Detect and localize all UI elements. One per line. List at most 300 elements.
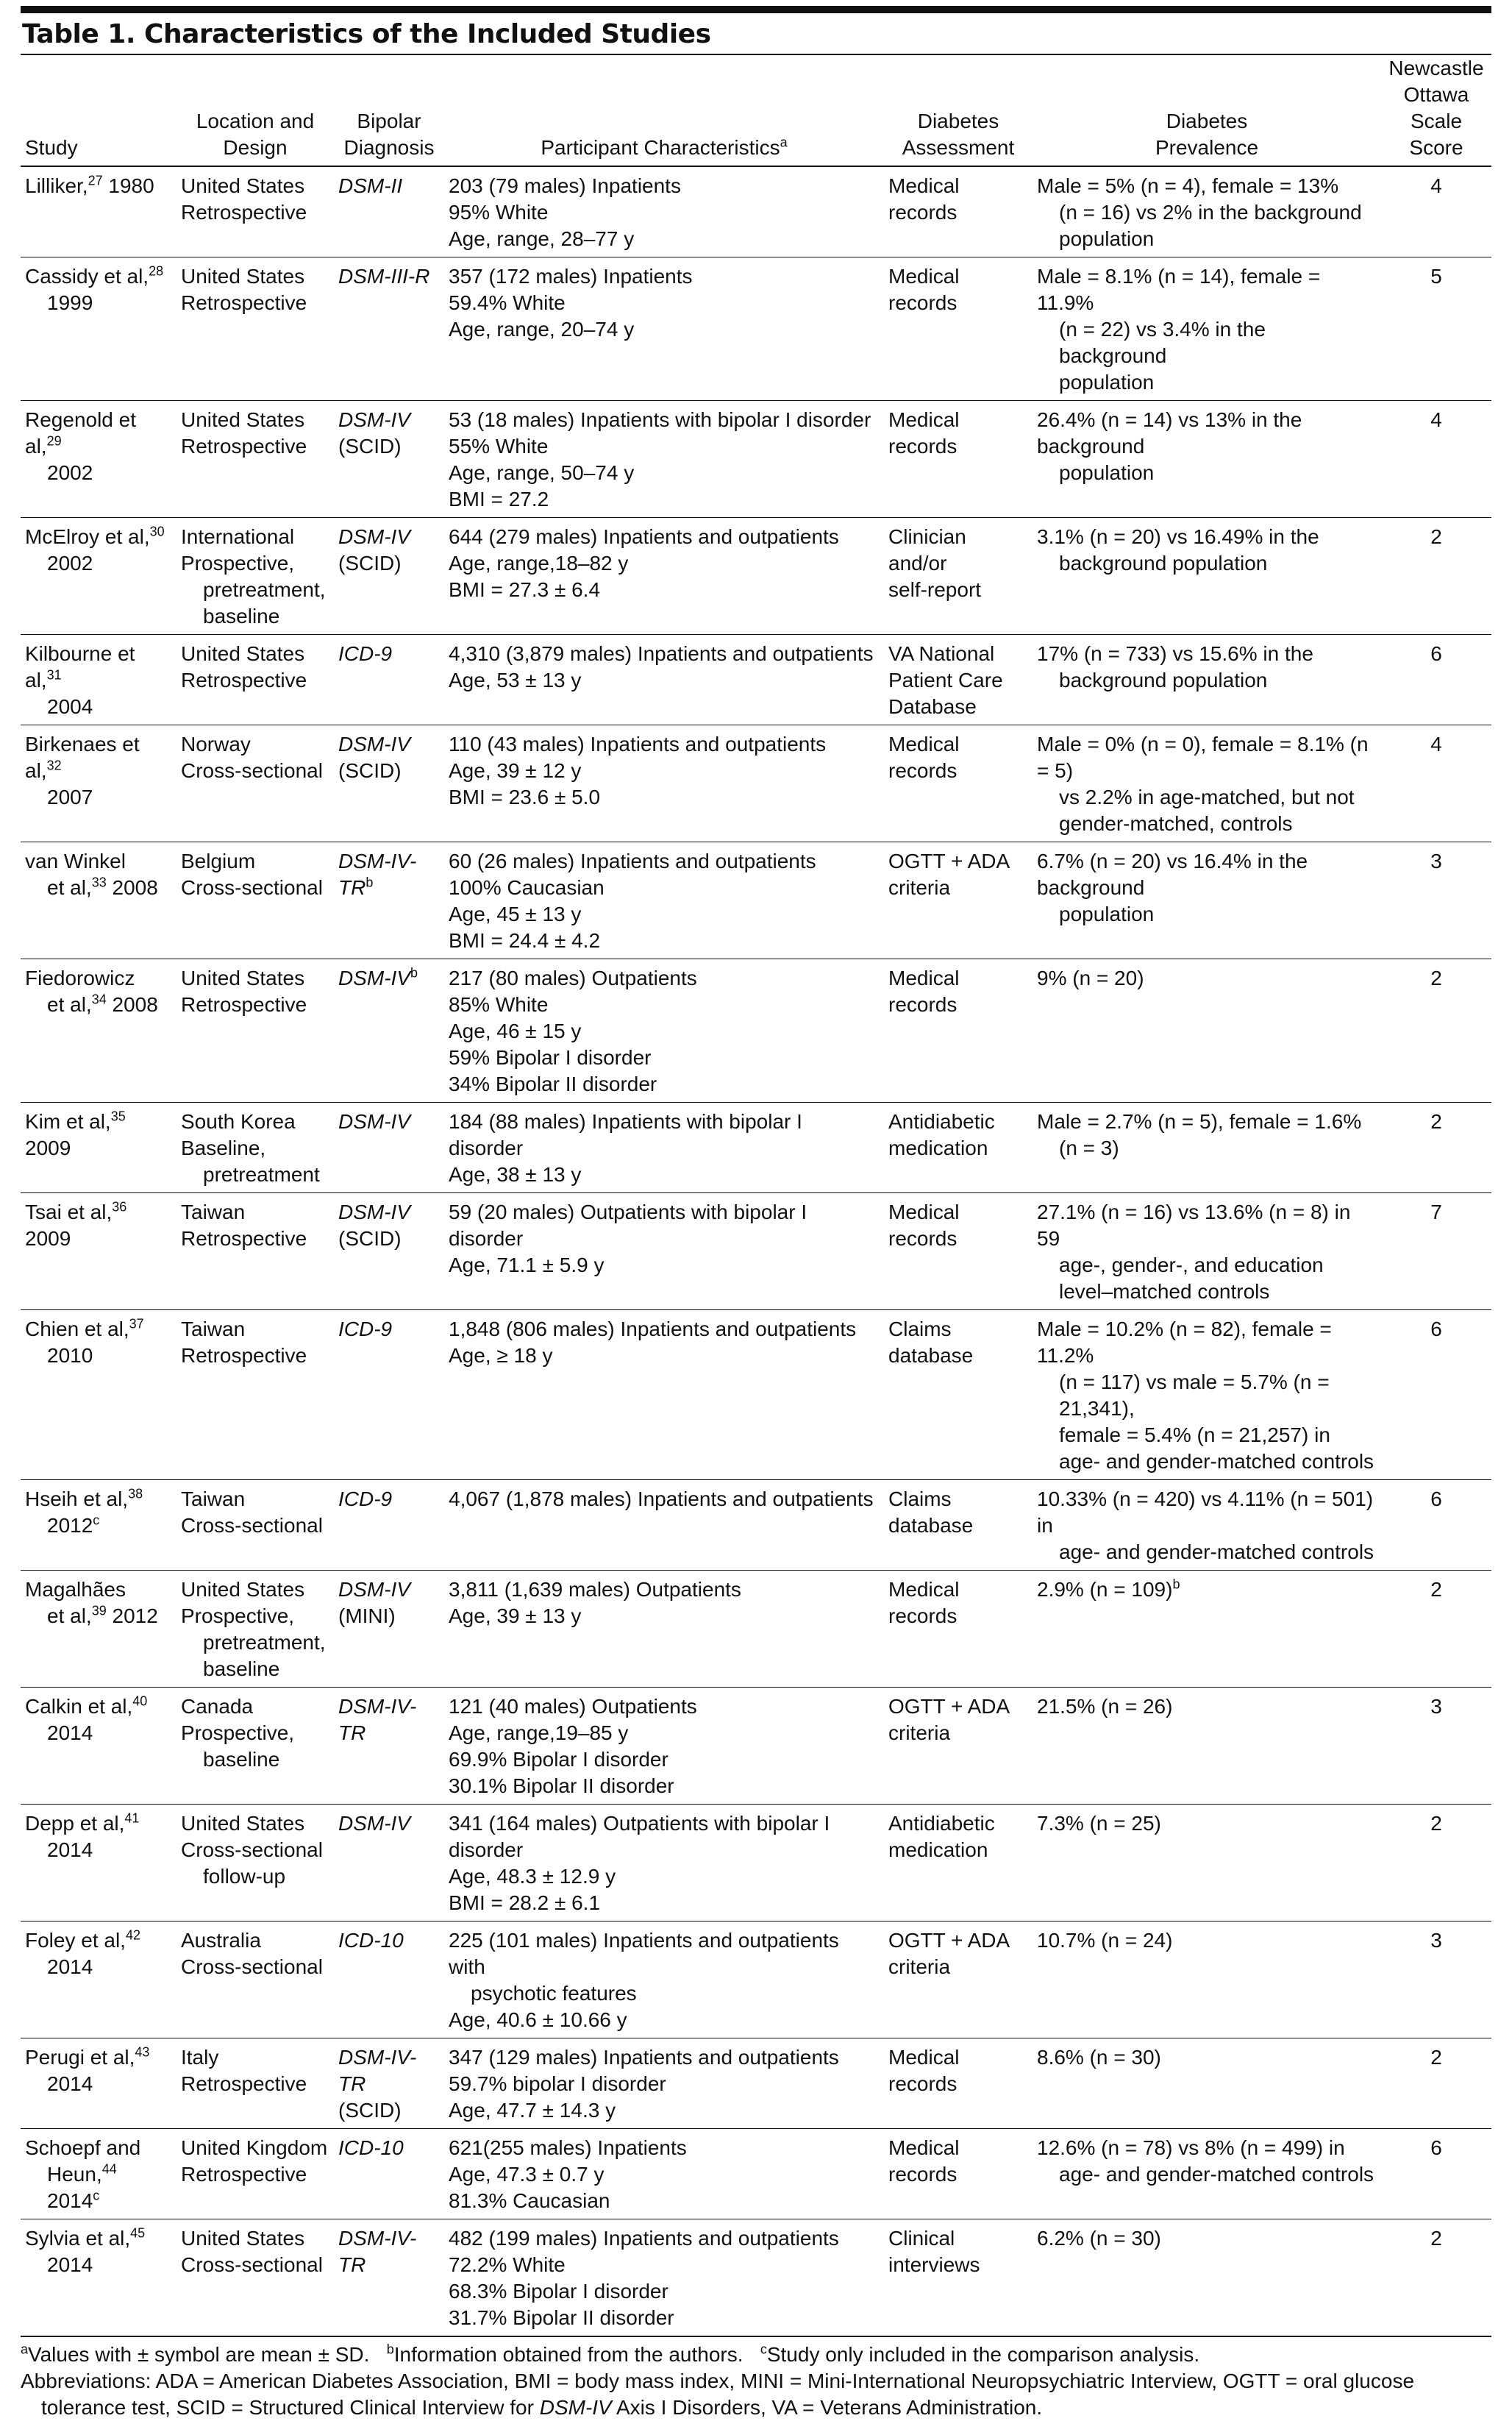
cell-text: BMI = 24.4 ± 4.2 xyxy=(449,929,601,952)
cell-text: Birkenaes et al, xyxy=(25,733,140,782)
cell-text: (SCID) xyxy=(338,435,402,458)
cell-diabetes-prevalence xyxy=(1033,1103,1381,1193)
cell-newcastle-ottawa-score xyxy=(1381,2129,1491,2219)
cell-text: 2 xyxy=(1430,2046,1442,2069)
cell-text xyxy=(25,1199,172,1252)
cell-text: 2 xyxy=(1430,525,1442,548)
cell-location-design xyxy=(176,1193,334,1310)
cell-text: Clinician and/or xyxy=(888,525,966,575)
cell-text: background population xyxy=(1059,669,1268,692)
footnote-text: Information obtained from the authors. xyxy=(393,2343,743,2366)
cell-text: 81.3% Caucasian xyxy=(449,2189,610,2212)
cell-text: DSM-IV-TR xyxy=(338,2046,417,2095)
cell-text xyxy=(25,1927,172,1954)
cell-text: 39 xyxy=(91,1603,107,1618)
cell-text: Age, 38 ± 13 y xyxy=(449,1163,582,1186)
cell-bipolar-diagnosis xyxy=(334,1310,444,1480)
footnote-text: Values with ± symbol are mean ± SD. xyxy=(28,2343,370,2366)
cell-location-design xyxy=(176,2129,334,2219)
cell-text: 6.2% (n = 30) xyxy=(1037,2227,1161,2250)
cell-text: DSM-IV-TR xyxy=(338,850,417,899)
cell-diabetes-assessment xyxy=(884,959,1033,1103)
cell-text: 2012 xyxy=(106,1604,158,1627)
cell-text: 482 (199 males) Inpatients and outpatients xyxy=(449,2227,839,2250)
cell-text xyxy=(25,992,172,1018)
cell-text: BMI = 27.3 ± 6.4 xyxy=(449,578,601,601)
cell-text: (n = 3) xyxy=(1059,1137,1119,1159)
cell-diabetes-assessment xyxy=(884,1193,1033,1310)
col-header-assessment xyxy=(884,55,1033,166)
cell-text: et al, xyxy=(47,1604,92,1627)
cell-text: 2009 xyxy=(25,1227,71,1250)
cell-location-design xyxy=(176,1571,334,1688)
cell-text: Retrospective xyxy=(181,201,307,224)
cell-bipolar-diagnosis xyxy=(334,2129,444,2219)
cell-diabetes-prevalence xyxy=(1033,257,1381,401)
cell-text: South Korea xyxy=(181,1110,296,1133)
table-row xyxy=(21,1688,1491,1805)
cell-diabetes-assessment xyxy=(884,1480,1033,1571)
cell-text xyxy=(1037,1576,1377,1603)
cell-text: 2.9% (n = 109) xyxy=(1037,1578,1173,1601)
cell-text: 2002 xyxy=(47,461,93,484)
cell-newcastle-ottawa-score xyxy=(1381,1193,1491,1310)
abbreviations-line-1: Abbreviations: ADA = American Diabetes Association, BMI = body mass index, MINI = Mini-International Neuropsychiatric Interview, OGTT = oral glucose xyxy=(21,2370,1415,2392)
cell-text: Clinical xyxy=(888,2227,955,2250)
cell-text: Age, 53 ± 13 y xyxy=(449,669,582,692)
cell-text: Age, 46 ± 15 y xyxy=(449,1020,582,1042)
cell-text: age- and gender-matched controls xyxy=(1059,2163,1374,2186)
cell-bipolar-diagnosis xyxy=(334,166,444,257)
cell-location-design xyxy=(176,1480,334,1571)
footnote-text: Study only included in the comparison analysis. xyxy=(766,2343,1200,2366)
cell-text: 2008 xyxy=(106,876,158,899)
cell-text: 100% Caucasian xyxy=(449,876,605,899)
cell-study xyxy=(21,725,176,842)
cell-study xyxy=(21,401,176,518)
cell-text: Age, range, 50–74 y xyxy=(449,461,635,484)
cell-participant-characteristics xyxy=(444,842,884,959)
cell-text: United States xyxy=(181,1812,305,1835)
table-row xyxy=(21,725,1491,842)
cell-text xyxy=(338,1576,440,1603)
cell-newcastle-ottawa-score xyxy=(1381,959,1491,1103)
cell-text: Prospective, xyxy=(181,552,295,575)
cell-text: Antidiabetic xyxy=(888,1110,995,1133)
footnote-text: DSM-IV xyxy=(539,2396,612,2419)
cell-text: McElroy et al, xyxy=(25,525,150,548)
cell-diabetes-assessment xyxy=(884,842,1033,959)
cell-diabetes-prevalence xyxy=(1033,635,1381,725)
cell-diabetes-prevalence xyxy=(1033,1571,1381,1688)
cell-text: population xyxy=(1059,461,1155,484)
cell-text: 7.3% (n = 25) xyxy=(1037,1812,1161,1835)
cell-text: Diagnosis xyxy=(343,136,435,159)
cell-text xyxy=(25,2071,172,2097)
cell-text: DSM-IV xyxy=(338,525,410,548)
cell-text: 29 xyxy=(46,433,62,449)
cell-text: OGTT + ADA xyxy=(888,1695,1010,1718)
cell-text xyxy=(25,460,172,486)
cell-text: Cross-sectional xyxy=(181,2253,323,2276)
col-header-prevalence xyxy=(1033,55,1381,166)
cell-participant-characteristics xyxy=(444,1921,884,2038)
cell-text: ICD-9 xyxy=(338,642,393,665)
cell-text xyxy=(25,407,172,460)
cell-text: DSM-IV xyxy=(338,1812,410,1835)
cell-newcastle-ottawa-score xyxy=(1381,2219,1491,2337)
cell-study xyxy=(21,2038,176,2129)
cell-text: Age, 39 ± 13 y xyxy=(449,1604,582,1627)
cell-text: psychotic features xyxy=(471,1982,637,2005)
cell-bipolar-diagnosis xyxy=(334,1193,444,1310)
cell-text: Cross-sectional xyxy=(181,1955,323,1978)
cell-text: Age, range, 20–74 y xyxy=(449,318,635,341)
cell-bipolar-diagnosis xyxy=(334,635,444,725)
cell-study xyxy=(21,959,176,1103)
cell-text: Lilliker, xyxy=(25,174,88,197)
table-row xyxy=(21,401,1491,518)
cell-text: OGTT + ADA xyxy=(888,850,1010,872)
cell-text: Regenold et al, xyxy=(25,408,137,458)
footnote-text: a xyxy=(21,2342,29,2357)
footnote-text: b xyxy=(386,2342,394,2357)
cell-text: 121 (40 males) Outpatients xyxy=(449,1695,697,1718)
cell-text: 225 (101 males) Inpatients and outpatients with xyxy=(449,1929,839,1978)
cell-text: 2 xyxy=(1430,2227,1442,2250)
cell-text: Taiwan xyxy=(181,1487,246,1510)
cell-bipolar-diagnosis xyxy=(334,1103,444,1193)
cell-text xyxy=(25,2044,172,2071)
cell-text xyxy=(338,848,440,901)
cell-study xyxy=(21,1480,176,1571)
cell-newcastle-ottawa-score xyxy=(1381,1103,1491,1193)
cell-diabetes-assessment xyxy=(884,518,1033,635)
cell-text: criteria xyxy=(888,1721,951,1744)
cell-diabetes-prevalence xyxy=(1033,166,1381,257)
cell-text: 4 xyxy=(1430,733,1442,756)
cell-participant-characteristics xyxy=(444,401,884,518)
table-row xyxy=(21,1193,1491,1310)
col-header-location xyxy=(176,55,334,166)
cell-text: b xyxy=(410,965,418,981)
cell-participant-characteristics xyxy=(444,1103,884,1193)
cell-text: Location and xyxy=(196,110,315,132)
cell-newcastle-ottawa-score xyxy=(1381,1921,1491,2038)
document-page xyxy=(21,0,1491,2421)
cell-text: Cassidy et al, xyxy=(25,265,149,288)
cell-text: DSM-IV xyxy=(338,1578,410,1601)
cell-text: Age, 39 ± 12 y xyxy=(449,759,582,782)
cell-text: 6 xyxy=(1430,1487,1442,1510)
header-row xyxy=(21,55,1491,166)
cell-text: 5 xyxy=(1430,265,1442,288)
cell-newcastle-ottawa-score xyxy=(1381,725,1491,842)
cell-text: Design xyxy=(223,136,288,159)
cell-text: Age, 71.1 ± 5.9 y xyxy=(449,1254,605,1276)
cell-text: 59% Bipolar I disorder xyxy=(449,1046,652,1069)
cell-diabetes-prevalence xyxy=(1033,725,1381,842)
cell-text: 43 xyxy=(135,2044,150,2060)
cell-bipolar-diagnosis xyxy=(334,725,444,842)
cell-participant-characteristics xyxy=(444,2219,884,2337)
cell-text: Hseih et al, xyxy=(25,1487,129,1510)
cell-text: 40 xyxy=(132,1693,148,1709)
cell-text: 2004 xyxy=(47,695,93,718)
abbreviations-line-2 xyxy=(21,2395,1491,2421)
cell-diabetes-assessment xyxy=(884,1921,1033,2038)
cell-diabetes-assessment xyxy=(884,635,1033,725)
cell-text: 30 xyxy=(149,524,165,539)
cell-diabetes-assessment xyxy=(884,725,1033,842)
cell-text: United States xyxy=(181,2227,305,2250)
cell-participant-characteristics xyxy=(444,2038,884,2129)
cell-bipolar-diagnosis xyxy=(334,2219,444,2337)
cell-participant-characteristics xyxy=(444,1310,884,1480)
cell-text: (SCID) xyxy=(338,552,402,575)
cell-diabetes-prevalence xyxy=(1033,1310,1381,1480)
cell-text xyxy=(338,1486,440,1512)
cell-text: Male = 8.1% (n = 14), female = 11.9% xyxy=(1037,265,1321,314)
cell-text: United States xyxy=(181,174,305,197)
cell-text xyxy=(338,2044,440,2097)
col-header-study xyxy=(21,55,176,166)
cell-text: Retrospective xyxy=(181,291,307,314)
table-row xyxy=(21,166,1491,257)
cell-text: Taiwan xyxy=(181,1201,246,1223)
cell-text: (SCID) xyxy=(338,1227,402,1250)
cell-text: 68.3% Bipolar I disorder xyxy=(449,2280,668,2303)
cell-study xyxy=(21,1921,176,2038)
table-row xyxy=(21,2219,1491,2337)
cell-location-design xyxy=(176,959,334,1103)
cell-text: 12.6% (n = 78) vs 8% (n = 499) in xyxy=(1037,2136,1345,2159)
cell-text: DSM-III-R xyxy=(338,265,430,288)
cell-text: Calkin et al, xyxy=(25,1695,133,1718)
cell-text xyxy=(338,1109,440,1135)
cell-text: 34 xyxy=(91,992,107,1007)
cell-text: Belgium xyxy=(181,850,256,872)
cell-text: 2010 xyxy=(47,1344,93,1367)
cell-newcastle-ottawa-score xyxy=(1381,635,1491,725)
cell-text: Medical records xyxy=(888,967,960,1016)
cell-participant-characteristics xyxy=(444,1571,884,1688)
cell-bipolar-diagnosis xyxy=(334,2038,444,2129)
cell-text: United States xyxy=(181,408,305,431)
cell-text: 110 (43 males) Inpatients and outpatients xyxy=(449,733,827,756)
cell-text: 2 xyxy=(1430,967,1442,989)
cell-text: Age, range,19–85 y xyxy=(449,1721,629,1744)
cell-study xyxy=(21,1805,176,1921)
cell-text xyxy=(338,173,440,199)
cell-text xyxy=(25,550,172,577)
cell-diabetes-assessment xyxy=(884,1571,1033,1688)
cell-text xyxy=(338,524,440,550)
cell-location-design xyxy=(176,1805,334,1921)
cell-location-design xyxy=(176,257,334,401)
cell-text xyxy=(25,263,172,290)
cell-text: 184 (88 males) Inpatients with bipolar I disorder xyxy=(449,1110,802,1159)
cell-newcastle-ottawa-score xyxy=(1381,1480,1491,1571)
cell-text xyxy=(25,1512,172,1539)
cell-diabetes-assessment xyxy=(884,1103,1033,1193)
cell-text: Heun, xyxy=(47,2163,102,2186)
cell-text: 203 (79 males) Inpatients xyxy=(449,174,681,197)
cell-text: Taiwan xyxy=(181,1318,246,1340)
cell-text: Male = 10.2% (n = 82), female = 11.2% xyxy=(1037,1318,1332,1367)
cell-location-design xyxy=(176,1921,334,2038)
cell-text xyxy=(25,694,172,720)
cell-participant-characteristics xyxy=(444,635,884,725)
cell-text: 2014 xyxy=(47,1838,93,1861)
cell-text: United States xyxy=(181,1578,305,1601)
cell-text: Cross-sectional xyxy=(181,759,323,782)
cell-bipolar-diagnosis xyxy=(334,1688,444,1805)
cell-participant-characteristics xyxy=(444,1193,884,1310)
cell-study xyxy=(21,257,176,401)
cell-text xyxy=(25,2188,172,2214)
cell-text: b xyxy=(365,875,374,890)
cell-text: United States xyxy=(181,265,305,288)
cell-text: 44 xyxy=(101,2161,117,2177)
cell-text xyxy=(25,848,172,875)
cell-bipolar-diagnosis xyxy=(334,1480,444,1571)
cell-text xyxy=(25,1720,172,1746)
cell-text: 1,848 (806 males) Inpatients and outpatients xyxy=(449,1318,857,1340)
cell-text: Schoepf and xyxy=(25,2136,141,2159)
cell-text: follow-up xyxy=(203,1865,286,1888)
cell-text: Retrospective xyxy=(181,669,307,692)
cell-text: medication xyxy=(888,1137,988,1159)
cell-text: 10.7% (n = 24) xyxy=(1037,1929,1173,1952)
cell-diabetes-prevalence xyxy=(1033,2219,1381,2337)
cell-text: pretreatment, xyxy=(203,1631,326,1654)
cell-text: 37 xyxy=(129,1316,144,1332)
cell-diabetes-prevalence xyxy=(1033,2129,1381,2219)
cell-text: c xyxy=(93,2188,100,2203)
cell-text: 1999 xyxy=(47,291,93,314)
cell-text: age- and gender-matched controls xyxy=(1059,1450,1374,1473)
cell-text: Age, 47.7 ± 14.3 y xyxy=(449,2099,616,2122)
cell-text: 38 xyxy=(128,1486,143,1501)
cell-text: (SCID) xyxy=(338,2099,402,2122)
cell-text: et al, xyxy=(47,876,92,899)
cell-diabetes-assessment xyxy=(884,2219,1033,2337)
cell-text: Italy xyxy=(181,2046,219,2069)
cell-location-design xyxy=(176,725,334,842)
cell-text: Participant Characteristics xyxy=(541,136,780,159)
cell-text: 72.2% White xyxy=(449,2253,566,2276)
cell-text: population xyxy=(1059,227,1155,250)
cell-participant-characteristics xyxy=(444,166,884,257)
cell-newcastle-ottawa-score xyxy=(1381,842,1491,959)
cell-text: (n = 117) vs male = 5.7% (n = 21,341), xyxy=(1059,1371,1330,1420)
cell-text: 4 xyxy=(1430,408,1442,431)
cell-text: population xyxy=(1059,903,1155,925)
cell-text: Medical records xyxy=(888,733,960,782)
cell-text xyxy=(25,524,172,550)
cell-text: Depp et al, xyxy=(25,1812,125,1835)
cell-text: Sylvia et al, xyxy=(25,2227,131,2250)
cell-text: 45 xyxy=(130,2225,146,2241)
cell-text: Age, ≥ 18 y xyxy=(449,1344,553,1367)
cell-text: 217 (80 males) Outpatients xyxy=(449,967,697,989)
cell-bipolar-diagnosis xyxy=(334,1921,444,2038)
cell-text: Tsai et al, xyxy=(25,1201,113,1223)
cell-study xyxy=(21,2129,176,2219)
cell-text: Retrospective xyxy=(181,1227,307,1250)
cell-text: 8.6% (n = 30) xyxy=(1037,2046,1161,2069)
cell-text: 2009 xyxy=(25,1137,71,1159)
cell-text xyxy=(25,965,172,992)
cell-text: Canada xyxy=(181,1695,254,1718)
cell-location-design xyxy=(176,2219,334,2337)
cell-text: age-, gender-, and education xyxy=(1059,1254,1324,1276)
cell-text: Diabetes xyxy=(1166,110,1248,132)
table-row xyxy=(21,518,1491,635)
cell-text: 3 xyxy=(1430,1695,1442,1718)
cell-text xyxy=(25,1109,172,1162)
table-row xyxy=(21,1805,1491,1921)
cell-text: vs 2.2% in age-matched, but not xyxy=(1059,786,1355,808)
cell-text: pretreatment xyxy=(203,1163,320,1186)
cell-location-design xyxy=(176,842,334,959)
cell-text: 28 xyxy=(149,263,164,279)
cell-newcastle-ottawa-score xyxy=(1381,1571,1491,1688)
table-row xyxy=(21,2038,1491,2129)
cell-text xyxy=(338,2135,440,2161)
cell-diabetes-prevalence xyxy=(1033,2038,1381,2129)
table-footnotes xyxy=(21,2342,1491,2421)
cell-text: Medical records xyxy=(888,265,960,314)
cell-study xyxy=(21,635,176,725)
cell-text: Retrospective xyxy=(181,435,307,458)
cell-text: Age, range, 28–77 y xyxy=(449,227,635,250)
cell-text: 2008 xyxy=(106,993,158,1016)
cell-text xyxy=(338,407,440,433)
cell-text: Prospective, xyxy=(181,1721,295,1744)
footnote-line-1 xyxy=(21,2342,1491,2368)
cell-text: 53 (18 males) Inpatients with bipolar I disorder xyxy=(449,408,871,431)
cell-text: Medical records xyxy=(888,1578,960,1627)
cell-text xyxy=(25,2252,172,2278)
cell-text: female = 5.4% (n = 21,257) in xyxy=(1059,1423,1330,1446)
cell-text xyxy=(25,1316,172,1343)
cell-text: BMI = 23.6 ± 5.0 xyxy=(449,786,601,808)
cell-text: 34% Bipolar II disorder xyxy=(449,1073,657,1095)
cell-study xyxy=(21,1571,176,1688)
cell-text: Database xyxy=(888,695,977,718)
cell-text: 36 xyxy=(112,1199,127,1215)
cell-text xyxy=(25,173,172,199)
cell-text: medication xyxy=(888,1838,988,1861)
table-row xyxy=(21,1571,1491,1688)
cell-text xyxy=(338,2225,440,2278)
cell-location-design xyxy=(176,518,334,635)
cell-study xyxy=(21,842,176,959)
cell-text: baseline xyxy=(203,605,280,628)
cell-text: Cross-sectional xyxy=(181,1514,323,1537)
cell-study xyxy=(21,518,176,635)
cell-text: Age, 40.6 ± 10.66 y xyxy=(449,2008,627,2031)
cell-study xyxy=(21,1193,176,1310)
cell-text xyxy=(25,1810,172,1837)
cell-text: 2014 xyxy=(47,2189,93,2212)
cell-text: 2014 xyxy=(47,2253,93,2276)
cell-text: (MINI) xyxy=(338,1604,396,1627)
cell-diabetes-prevalence xyxy=(1033,1688,1381,1805)
cell-location-design xyxy=(176,2038,334,2129)
